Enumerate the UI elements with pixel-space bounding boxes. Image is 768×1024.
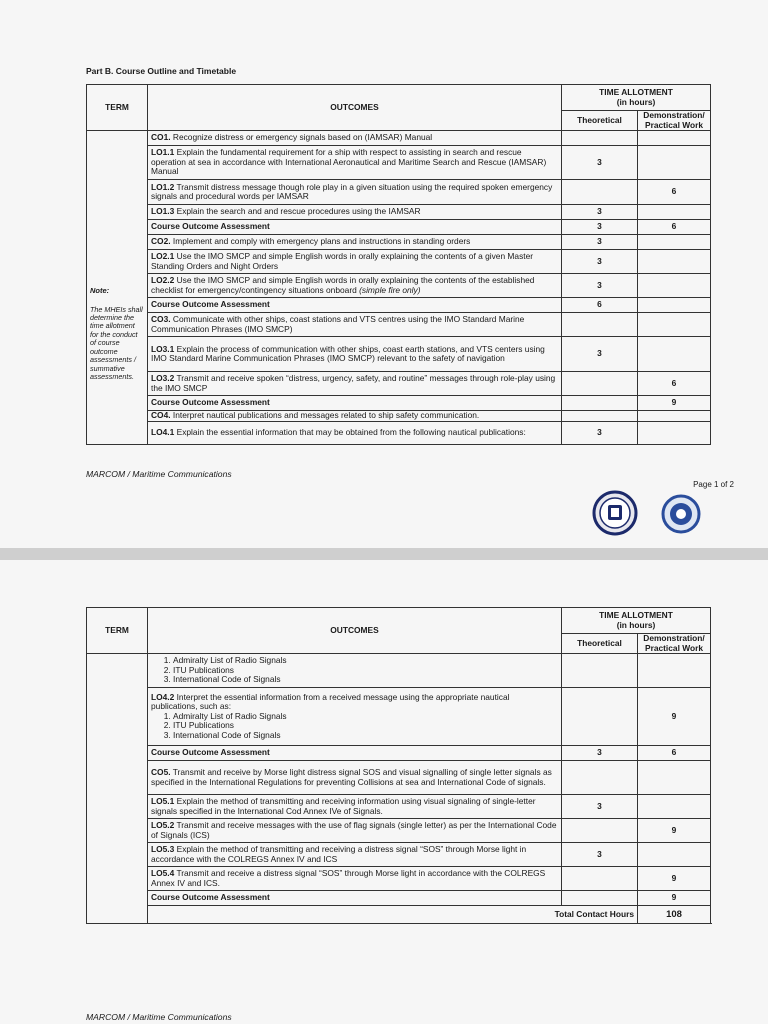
practical-cell (638, 422, 711, 445)
theoretical-cell (562, 411, 638, 422)
table-row (87, 220, 711, 235)
outcome-cell: LO1.1 Explain the fundamental requirement for a ship with respect to assisting in search and rescue operation at sea in accordance with International Aeronautical and Maritime Search and Rescue (IAMSAR) Manual (148, 146, 562, 180)
outcome-cell: LO3.1 Explain the process of communication with other ships, coast earth stations, and VTS centers using IMO Standard Marine Communication Phrases (IMO SMCP) relevant to the safety of navigation (148, 337, 562, 372)
list-item: 2. ITU Publications (173, 666, 558, 676)
outcomes-header: OUTCOMES (148, 608, 562, 654)
footer-course-title: MARCOM / Maritime Communications (86, 469, 232, 479)
theoretical-cell (562, 131, 638, 146)
term-header: TERM (87, 85, 148, 131)
table-row (87, 274, 711, 298)
table-row (87, 235, 711, 250)
outcome-cell: CO1. Recognize distress or emergency signals based on (IAMSAR) Manual (148, 131, 562, 146)
outcome-cell: LO4.1 Explain the essential information that may be obtained from the following nautical publications: (148, 422, 562, 445)
course-outcome-assessment: Course Outcome Assessment (148, 891, 562, 906)
theoretical-cell: 3 (562, 274, 638, 298)
publications-list (151, 656, 558, 685)
theoretical-header: Theoretical (562, 111, 638, 131)
practical-cell (638, 235, 711, 250)
part-heading: Part B. Course Outline and Timetable (86, 66, 237, 76)
practical-cell (638, 298, 711, 313)
time-allotment-header: TIME ALLOTMENT (in hours) (562, 608, 711, 634)
institution-seal-icon (592, 490, 638, 536)
theoretical-header: Theoretical (562, 634, 638, 654)
theoretical-cell: 3 (562, 795, 638, 819)
outcome-cell: CO3. Communicate with other ships, coast stations and VTS centres using the IMO Standard Marine Communication Phrases (IMO SMCP) (148, 313, 562, 337)
practical-cell: 9 (638, 819, 711, 843)
practical-cell: 6 (638, 746, 711, 761)
table-row: LO5.3 Explain the method of transmitting and receiving a distress signal “SOS” through Morse light in accordance with the COLREGS Annex IV and ICS (148, 843, 562, 867)
term-cell (87, 131, 148, 445)
practical-cell: 9 (638, 396, 711, 411)
table-row (87, 337, 711, 372)
table-row (87, 396, 711, 411)
list-item: 3. International Code of Signals (173, 731, 558, 741)
practical-cell (638, 250, 711, 274)
document-page-2 (0, 560, 768, 1024)
table-row (87, 180, 711, 205)
practical-cell: 6 (638, 180, 711, 205)
table-row (87, 313, 711, 337)
theoretical-cell: 3 (562, 235, 638, 250)
table-row: LO5.4 Transmit and receive a distress signal “SOS” through Morse light in accordance with the COLREGS Annex IV and ICS. (148, 867, 562, 891)
note-text: The MHEIs shall determine the time allotment for the conduct of course outcome assessments / summative assessments. (90, 304, 143, 381)
table-row (87, 372, 711, 396)
table-row (87, 422, 711, 445)
total-contact-hours-label: Total Contact Hours (148, 906, 638, 924)
theoretical-cell: 3 (562, 843, 638, 867)
table-row: LO4.2 Interpret the essential information from a received message using the appropriate nautical publications, such as: 1. Admiralty List of Radio Signals 2. ITU Publications 3. International Code of Signals (148, 688, 562, 746)
practical-cell (638, 313, 711, 337)
practical-cell (638, 205, 711, 220)
theoretical-cell: 3 (562, 205, 638, 220)
practical-cell: 9 (638, 688, 711, 746)
outcome-cell: CO2. Implement and comply with emergency plans and instructions in standing orders (148, 235, 562, 250)
practical-cell: 9 (638, 891, 711, 906)
list-item: 2. ITU Publications (173, 721, 558, 731)
list-item: 1. Admiralty List of Radio Signals (173, 712, 558, 722)
theoretical-cell: 3 (562, 146, 638, 180)
practical-header: Demonstration/ Practical Work (638, 111, 711, 131)
note-label: Note: (90, 286, 110, 296)
theoretical-cell: 3 (562, 337, 638, 372)
list-item: 3. International Code of Signals (173, 675, 558, 685)
outcome-cell: LO1.3 Explain the search and and rescue procedures using the IAMSAR (148, 205, 562, 220)
course-outcome-assessment: Course Outcome Assessment (148, 746, 562, 761)
course-outline-table-continued (86, 607, 711, 924)
practical-cell: 6 (638, 372, 711, 396)
theoretical-cell (562, 688, 638, 746)
theoretical-cell: 3 (562, 746, 638, 761)
theoretical-cell (562, 654, 638, 688)
outcome-cell: LO1.2 Transmit distress message though role play in a given situation using the required spoken emergency signals and procedural words per IAMSAR (148, 180, 562, 205)
total-contact-hours-value: 108 (638, 906, 711, 924)
course-outcome-assessment: Course Outcome Assessment (148, 396, 562, 411)
practical-cell (638, 146, 711, 180)
theoretical-cell: 6 (562, 298, 638, 313)
table-row (87, 205, 711, 220)
term-header: TERM (87, 608, 148, 654)
theoretical-cell (562, 372, 638, 396)
practical-header: Demonstration/ Practical Work (638, 634, 711, 654)
course-outcome-assessment: Course Outcome Assessment (148, 298, 562, 313)
table-row: CO5. Transmit and receive by Morse light distress signal SOS and visual signalling of single letter signals as specified in the International Regulations for preventing Collisions at sea and International Code of signals. (148, 761, 562, 795)
theoretical-cell: 3 (562, 220, 638, 235)
theoretical-cell: 3 (562, 250, 638, 274)
table-row (87, 131, 711, 146)
maritime-agency-seal-icon (660, 494, 702, 534)
course-outline-table (86, 84, 711, 445)
table-row (87, 411, 711, 422)
footer-course-title: MARCOM / Maritime Communications (86, 1012, 232, 1022)
table-row (87, 298, 711, 313)
outcome-cell: LO2.1 Use the IMO SMCP and simple English words in orally explaining the contents of a given Master Standing Orders and Night Orders (148, 250, 562, 274)
practical-cell (638, 654, 711, 688)
theoretical-cell (562, 396, 638, 411)
course-outcome-assessment: Course Outcome Assessment (148, 220, 562, 235)
theoretical-cell (562, 180, 638, 205)
theoretical-cell: 3 (562, 422, 638, 445)
page-number: Page 1 of 2 (693, 480, 734, 489)
list-item: 1. Admiralty List of Radio Signals (173, 656, 558, 666)
table-row (87, 146, 711, 180)
table-row (87, 250, 711, 274)
table-row: LO5.2 Transmit and receive messages with the use of flag signals (single letter) as per the International Code of Signals (ICS) (148, 819, 562, 843)
term-cell (87, 654, 148, 924)
practical-cell (638, 131, 711, 146)
outcome-cell: LO3.2 Transmit and receive spoken “distress, urgency, safety, and routine” messages through role-play using the IMO SMCP (148, 372, 562, 396)
theoretical-cell (562, 313, 638, 337)
time-allotment-header: TIME ALLOTMENT (in hours) (562, 85, 711, 111)
page-separator (0, 548, 768, 560)
outcome-cell: LO2.2 Use the IMO SMCP and simple English words in orally explaining the contents of the established checklist for emergency/contingency situations onboard (simple fire only) (148, 274, 562, 298)
practical-cell (638, 337, 711, 372)
outcomes-header: OUTCOMES (148, 85, 562, 131)
publications-list (151, 712, 558, 741)
table-row: LO5.1 Explain the method of transmitting and receiving information using visual signaling of single-letter signals specified in the International Cod Annex IVe of Signals. (148, 795, 562, 819)
practical-cell (638, 274, 711, 298)
practical-cell: 9 (638, 867, 711, 891)
outcome-cell: CO4. Interpret nautical publications and messages related to ship safety communication. (148, 411, 562, 422)
table-row (148, 654, 562, 688)
practical-cell: 6 (638, 220, 711, 235)
practical-cell (638, 411, 711, 422)
